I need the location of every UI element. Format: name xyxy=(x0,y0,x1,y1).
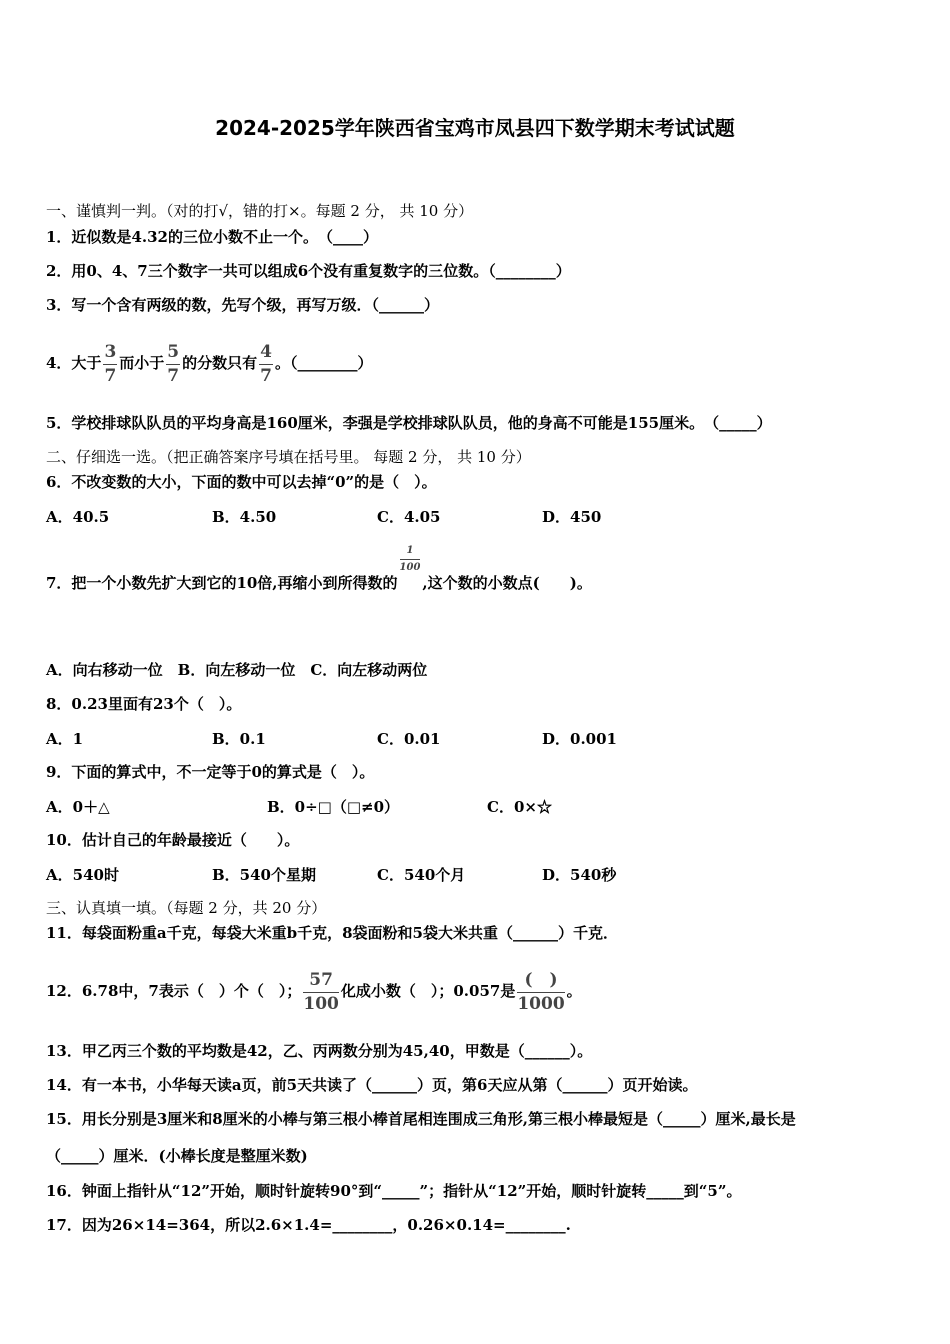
question-8: 8．0.23里面有23个（ ）。 xyxy=(46,695,242,713)
q8-option-d: D．0.001 xyxy=(542,730,617,748)
page-title: 2024-2025学年陕西省宝鸡市凤县四下数学期末考试试题 xyxy=(215,116,735,140)
q8-option-c: C．0.01 xyxy=(377,730,441,748)
q6-option-d: D．450 xyxy=(542,508,602,526)
q4-mid1: 而小于 xyxy=(119,354,165,372)
section-1-heading: 一、谨慎判一判。（对的打√，错的打×。每题 2 分， 共 10 分） xyxy=(46,202,474,220)
q7-prefix: 7．把一个小数先扩大到它的10倍,再缩小到所得数的 xyxy=(46,574,398,592)
q9-option-b: B．0÷□（□≠0） xyxy=(267,798,400,816)
fraction-3-7: $\frac{3}{7}$ xyxy=(104,341,117,386)
q9-option-a: A．0＋△ xyxy=(46,798,110,816)
fraction-blank-1000: $\frac{( )}{1000}$ xyxy=(517,969,565,1014)
fraction-1-100: $\frac{1}{100}$ xyxy=(399,545,421,573)
question-14: 14．有一本书，小华每天读a页，前5天共读了（______）页，第6天应从第（______）页开始读。 xyxy=(46,1076,698,1094)
q10-option-a: A．540时 xyxy=(46,866,119,884)
q6-option-b: B．4.50 xyxy=(212,508,277,526)
q12-prefix: 12．6.78中，7表示（ ）个（ ）； xyxy=(46,982,302,1000)
q12-mid: 化成小数（ ）；0.057是 xyxy=(340,982,516,1000)
fraction-5-7: $\frac{5}{7}$ xyxy=(167,341,180,386)
question-1: 1．近似数是4.32的三位小数不止一个。 （____） xyxy=(46,228,378,246)
question-17: 17．因为26×14=364，所以2.6×1.4=________，0.26×0.14=________. xyxy=(46,1216,571,1234)
q8-option-a: A．1 xyxy=(46,730,84,748)
question-15-line-1: 15．用长分别是3厘米和8厘米的小棒与第三根小棒首尾相连围成三角形,第三根小棒最短是（_____）厘米,最长是 xyxy=(46,1110,796,1128)
q6-option-c: C．4.05 xyxy=(377,508,441,526)
question-3: 3．写一个含有两级的数，先写个级，再写万级．（______） xyxy=(46,296,439,314)
q10-option-b: B．540个星期 xyxy=(212,866,316,884)
question-15-line-2: （_____）厘米．(小棒长度是整厘米数) xyxy=(46,1147,308,1165)
question-10: 10．估计自己的年龄最接近（ ）。 xyxy=(46,831,300,849)
q7-suffix: ,这个数的小数点( )。 xyxy=(422,574,592,592)
q4-mid2: 的分数只有 xyxy=(182,354,258,372)
question-16: 16．钟面上指针从“12”开始，顺时针旋转90°到“_____”；指针从“12”开始，顺时针旋转_____到“5”。 xyxy=(46,1182,742,1200)
question-2: 2．用0、4、7三个数字一共可以组成6个没有重复数字的三位数。（________） xyxy=(46,262,571,280)
question-13: 13．甲乙丙三个数的平均数是42，乙、丙两数分别为45,40，甲数是（______）。 xyxy=(46,1042,593,1060)
question-4 xyxy=(46,331,373,395)
question-7 xyxy=(46,546,592,618)
question-11: 11．每袋面粉重a千克，每袋大米重b千克，8袋面粉和5袋大米共重（______）千克． xyxy=(46,924,618,942)
question-5: 5．学校排球队队员的平均身高是160厘米，李强是学校排球队队员，他的身高不可能是155厘米。 （_____） xyxy=(46,414,772,432)
section-3-heading: 三、认真填一填。（每题 2 分，共 20 分） xyxy=(46,899,327,917)
fraction-57-100: $\frac{57}{100}$ xyxy=(303,969,339,1014)
section-2-heading: 二、仔细选一选。（把正确答案序号填在括号里。 每题 2 分， 共 10 分） xyxy=(46,448,531,466)
fraction-4-7: $\frac{4}{7}$ xyxy=(260,341,272,386)
q12-suffix: 。 xyxy=(566,982,582,1000)
question-6: 6．不改变数的大小，下面的数中可以去掉“0”的是（ ）。 xyxy=(46,473,437,491)
q4-suffix: 。（________） xyxy=(275,354,373,372)
question-9: 9．下面的算式中，不一定等于0的算式是（ ）。 xyxy=(46,763,375,781)
q8-option-b: B．0.1 xyxy=(212,730,266,748)
question-12 xyxy=(46,955,582,1027)
q7-options: A．向右移动一位 B．向左移动一位 C．向左移动两位 xyxy=(46,661,428,679)
q4-prefix: 4．大于 xyxy=(46,354,102,372)
q10-option-c: C．540个月 xyxy=(377,866,466,884)
q6-option-a: A．40.5 xyxy=(46,508,110,526)
q10-option-d: D．540秒 xyxy=(542,866,617,884)
q9-option-c: C．0×☆ xyxy=(487,798,552,816)
